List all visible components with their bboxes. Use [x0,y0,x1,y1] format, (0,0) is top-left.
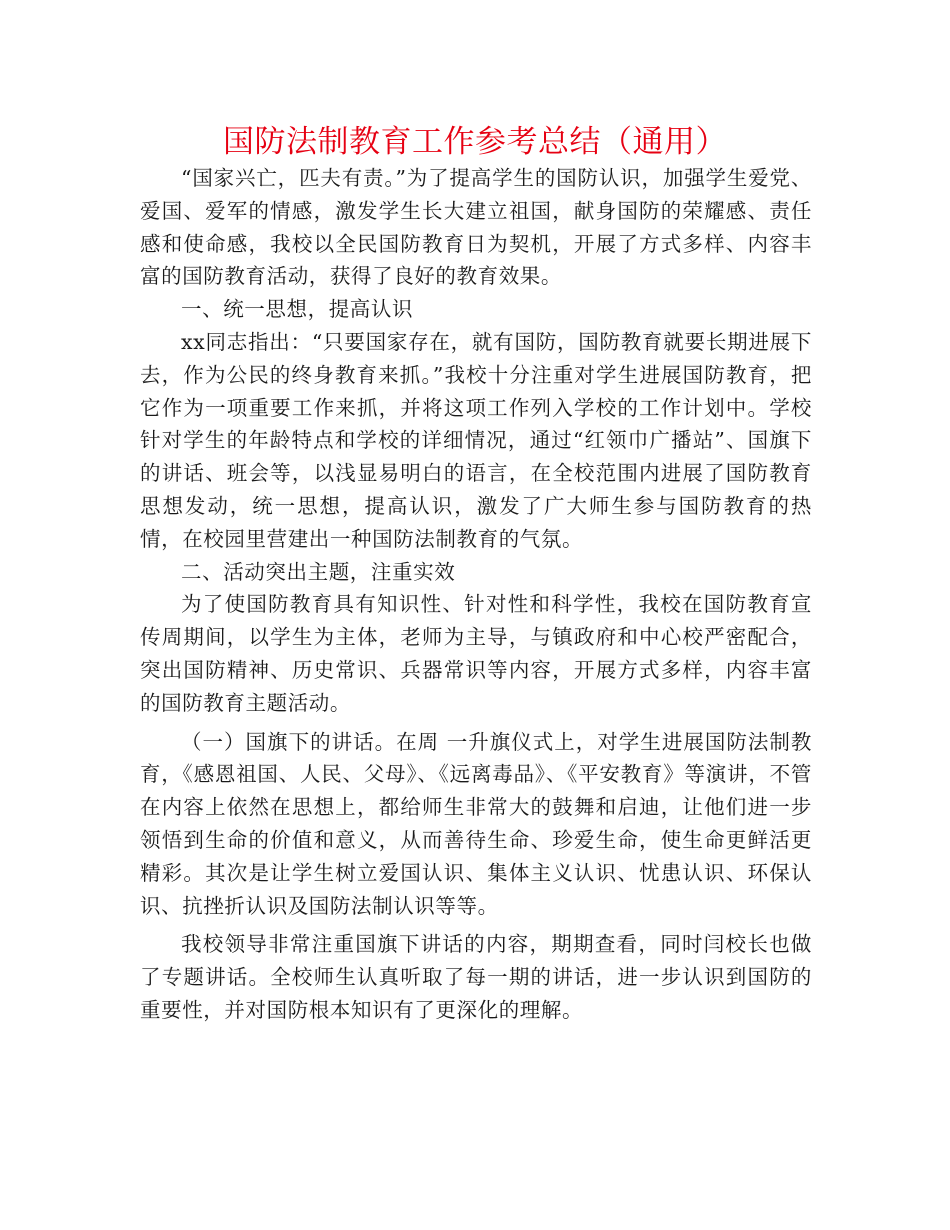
closing-paragraph: 我校领导非常注重国旗下讲话的内容，期期查看，同时闫校长也做了专题讲话。全校师生认真听取了每一期的讲话，进一步认识到国防的重要性，并对国防根本知识有了更深化的理解。 [140,932,812,1022]
section-heading-2: 二、活动突出主题，注重实效 [181,559,456,584]
document-title: 国防法制教育工作参考总结（通用） [223,124,727,160]
section-1-paragraph: xx同志指出：“只要国家存在，就有国防，国防教育就要长期进展下去，作为公民的终身教育来抓。”我校十分注重对学生进展国防教育，把它作为一项重要工作来抓，并将这项工作列入学校的工作计划中。学校针对学生的年龄特点和学校的详细情况，通过“红领巾广播站”、国旗下的讲话、班会等，以浅显易明白的语言，在全校范围内进展了国防教育思想发动，统一思想，提高认识，激发了广大师生参与国防教育的热情，在校园里营建出一种国防法制教育的气氛。 [140,329,812,551]
section-heading-1: 一、统一思想，提高认识 [181,297,414,322]
subsection-1-paragraph: （一）国旗下的讲话。在周 一升旗仪式上，对学生进展国防法制教育，《感恩祖国、人民、父母》、《远离毒品》、《平安教育》等演讲，不管在内容上依然在思想上，都给师生非常大的鼓舞和启迪，让他们进一步领悟到生命的价值和意义，从而善待生命、珍爱生命，使生命更鲜活更精彩。其次是让学生树立爱国认识、集体主义认识、忧患认识、环保认识、抗挫折认识及国防法制认识等等。 [140,729,812,918]
section-2-paragraph: 为了使国防教育具有知识性、针对性和科学性，我校在国防教育宣传周期间，以学生为主体，老师为主导，与镇政府和中心校严密配合，突出国防精神、历史常识、兵器常识等内容，开展方式多样，内容丰富的国防教育主题活动。 [140,592,812,715]
intro-paragraph: “国家兴亡，匹夫有责。”为了提高学生的国防认识，加强学生爱党、爱国、爱军的情感，激发学生长大建立祖国，献身国防的荣耀感、责任感和使命感，我校以全民国防教育日为契机，开展了方式多样、内容丰富的国防教育活动，获得了良好的教育效果。 [140,166,812,289]
document-body [140,162,812,1027]
